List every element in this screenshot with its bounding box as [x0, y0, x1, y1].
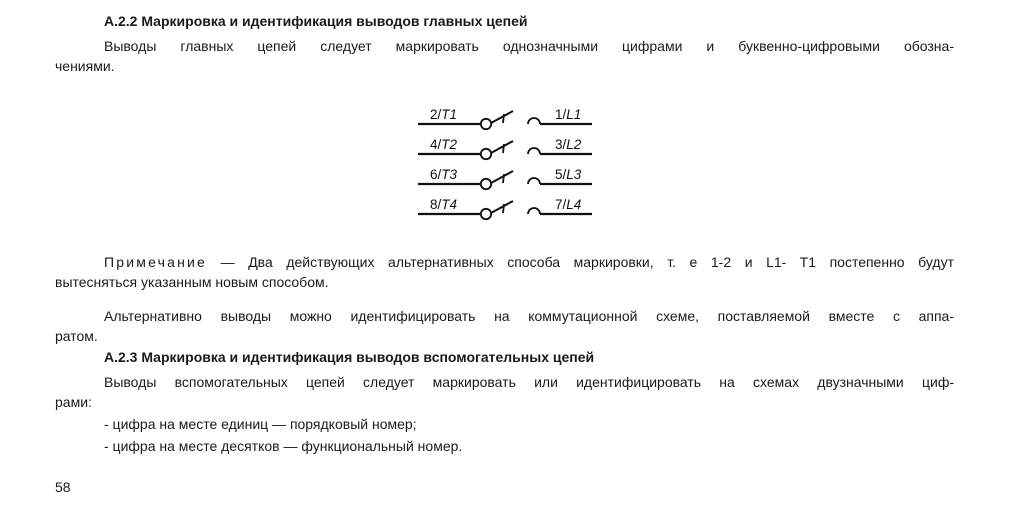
section-a23-paragraph-line2: рами: — [55, 394, 92, 410]
contact-mark-4 — [503, 204, 504, 213]
right-terminal-number-2: 3/ — [555, 137, 567, 152]
right-terminal-label-1 — [555, 107, 581, 122]
section-a23-paragraph-line1: Выводы вспомогательных цепей следует маркировать или идентифицировать на схемах двузначными циф- — [104, 374, 954, 390]
note-line2: вытесняться указанным новым способом. — [55, 274, 329, 290]
contact-circle-4 — [481, 209, 491, 219]
right-terminal-letter-1: L1 — [566, 107, 582, 122]
right-terminal-label-3 — [555, 167, 582, 182]
contact-circle-2 — [481, 149, 491, 159]
note-text: — Два действующих альтернативных способа маркировки, т. е 1-2 и L1- T1 постепенно будут — [207, 254, 954, 270]
fixed-contact-arc-3 — [528, 178, 540, 184]
contact-blade-4 — [491, 201, 513, 213]
right-terminal-number-4: 7/ — [555, 197, 567, 212]
contact-blade-2 — [491, 141, 513, 153]
page-number: 58 — [55, 479, 71, 495]
section-a22-heading: А.2.2 Маркировка и идентификация выводов главных цепей — [104, 13, 528, 29]
right-terminal-letter-2: L2 — [566, 137, 582, 152]
left-terminal-number-3: 6/ — [430, 167, 442, 182]
list-item-units: - цифра на месте единиц — порядковый номер; — [104, 416, 417, 432]
right-terminal-letter-4: L4 — [566, 197, 582, 212]
alt-paragraph-line2: ратом. — [55, 328, 98, 344]
left-terminal-letter-1: T1 — [441, 107, 458, 122]
right-terminal-label-2 — [555, 137, 582, 152]
right-terminal-number-1: 1/ — [555, 107, 567, 122]
contact-mark-3 — [503, 174, 504, 183]
list-item-tens: - цифра на месте десятков — функциональный номер. — [104, 438, 463, 454]
section-a22-paragraph-line2: чениями. — [55, 58, 115, 74]
contact-blade-3 — [491, 171, 513, 183]
right-terminal-label-4 — [555, 197, 581, 212]
contact-circle-3 — [481, 179, 491, 189]
note-line1 — [104, 253, 954, 271]
terminal-marking-diagram — [410, 98, 600, 223]
note-label: Примечание — [104, 254, 208, 270]
contact-mark-2 — [503, 144, 504, 153]
left-terminal-number-4: 8/ — [430, 197, 442, 212]
fixed-contact-arc-4 — [528, 208, 540, 214]
left-terminal-letter-3: T3 — [441, 167, 458, 182]
left-terminal-label-1 — [430, 107, 457, 122]
section-a23-heading: А.2.3 Маркировка и идентификация выводов вспомогательных цепей — [104, 349, 595, 365]
fixed-contact-arc-1 — [528, 118, 540, 124]
left-terminal-letter-2: T2 — [441, 137, 458, 152]
left-terminal-letter-4: T4 — [441, 197, 458, 212]
right-terminal-letter-3: L3 — [566, 167, 582, 182]
left-terminal-label-4 — [430, 197, 457, 212]
contact-blade-1 — [491, 111, 513, 123]
fixed-contact-arc-2 — [528, 148, 540, 154]
left-terminal-number-2: 4/ — [430, 137, 442, 152]
left-terminal-label-3 — [430, 167, 458, 182]
contact-circle-1 — [481, 119, 491, 129]
left-terminal-number-1: 2/ — [430, 107, 442, 122]
left-terminal-label-2 — [430, 137, 458, 152]
contact-mark-1 — [503, 114, 504, 123]
right-terminal-number-3: 5/ — [555, 167, 567, 182]
section-a22-paragraph-line1: Выводы главных цепей следует маркировать однозначными цифрами и буквенно-цифровыми обозна- — [104, 38, 954, 54]
alt-paragraph-line1: Альтернативно выводы можно идентифицировать на коммутационной схеме, поставляемой вместе с аппа- — [104, 308, 954, 324]
